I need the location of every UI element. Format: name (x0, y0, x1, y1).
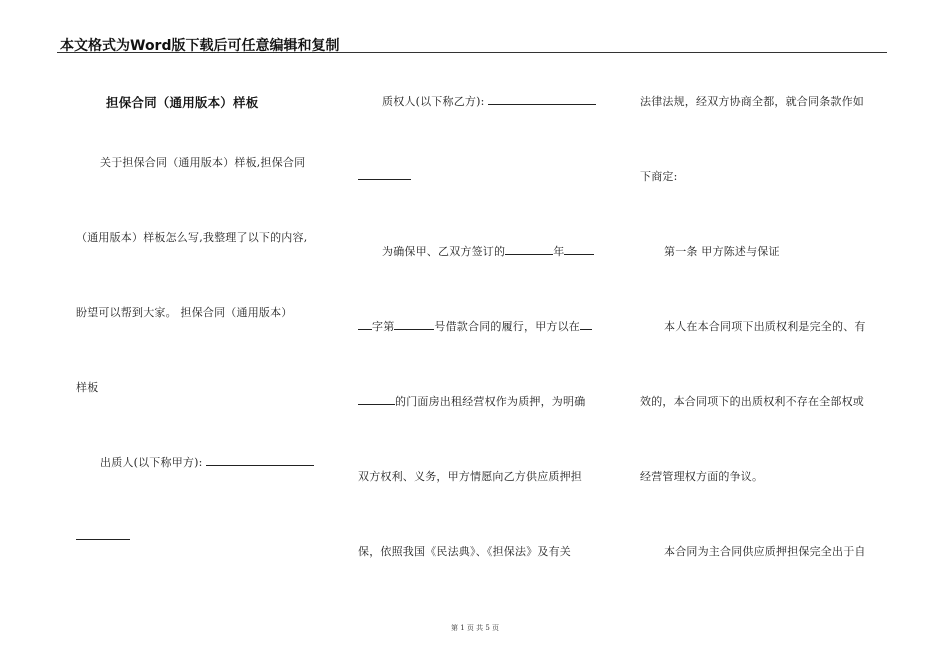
pledgor-line (100, 454, 314, 470)
fill-blank (394, 319, 434, 330)
paragraph-text: 的门面房出租经营权作为质押，为明确 (395, 395, 586, 408)
paragraph-line: 本合同为主合同供应质押担保完全出于自 (664, 545, 866, 558)
fill-blank (564, 244, 594, 255)
paragraph-line: （通用版本）样板怎么写,我整理了以下的内容, (76, 231, 308, 244)
paragraph-line: 下商定: (640, 170, 678, 183)
blank-line (358, 169, 411, 183)
paragraph-line (358, 393, 585, 409)
document-header: 本文格式为Word版下载后可任意编辑和复制 (60, 38, 340, 54)
column-2 (358, 0, 618, 672)
blank-line (76, 529, 130, 543)
paragraph-text: 号借款合同的履行，甲方以在 (434, 320, 581, 333)
paragraph-line (382, 243, 594, 259)
fill-blank (505, 244, 553, 255)
paragraph-line: 双方权利、义务，甲方情愿向乙方供应质押担 (358, 470, 582, 483)
document-title: 担保合同（通用版本）样板 (106, 95, 259, 110)
paragraph-text: 字第 (372, 320, 395, 333)
fill-blank (488, 94, 596, 105)
paragraph-text: 为确保甲、乙双方签订的 (382, 245, 506, 258)
fill-blank (580, 319, 592, 330)
paragraph-line: 效的，本合同项下的出质权利不存在全部权或 (640, 395, 864, 408)
pledgee-line (382, 93, 596, 109)
page-number: 第 1 页 共 5 页 (450, 624, 500, 632)
paragraph-text: 年 (553, 245, 565, 258)
fill-blank (206, 455, 314, 466)
paragraph-line (358, 318, 592, 334)
paragraph-line: 经营管理权方面的争议。 (640, 470, 764, 483)
column-3 (640, 0, 900, 672)
paragraph-line: 保，依照我国《民法典》、《担保法》及有关 (358, 545, 571, 558)
fill-blank (358, 319, 372, 330)
pledgor-label: 出质人(以下称甲方): (100, 456, 207, 469)
column-1 (76, 0, 336, 672)
fill-blank (76, 529, 130, 540)
paragraph-line: 法律法规，经双方协商全都，就合同条款作如 (640, 95, 864, 108)
fill-blank (358, 169, 411, 180)
paragraph-line: 样板 (76, 381, 99, 394)
paragraph-line: 本人在本合同项下出质权利是完全的、有 (664, 320, 866, 333)
section-heading: 第一条 甲方陈述与保证 (664, 245, 780, 258)
paragraph-line: 关于担保合同（通用版本）样板,担保合同 (100, 156, 306, 169)
fill-blank (358, 394, 395, 405)
pledgee-label: 质权人(以下称乙方): (382, 95, 489, 108)
paragraph-line: 盼望可以帮到大家。 担保合同（通用版本） (76, 306, 293, 319)
